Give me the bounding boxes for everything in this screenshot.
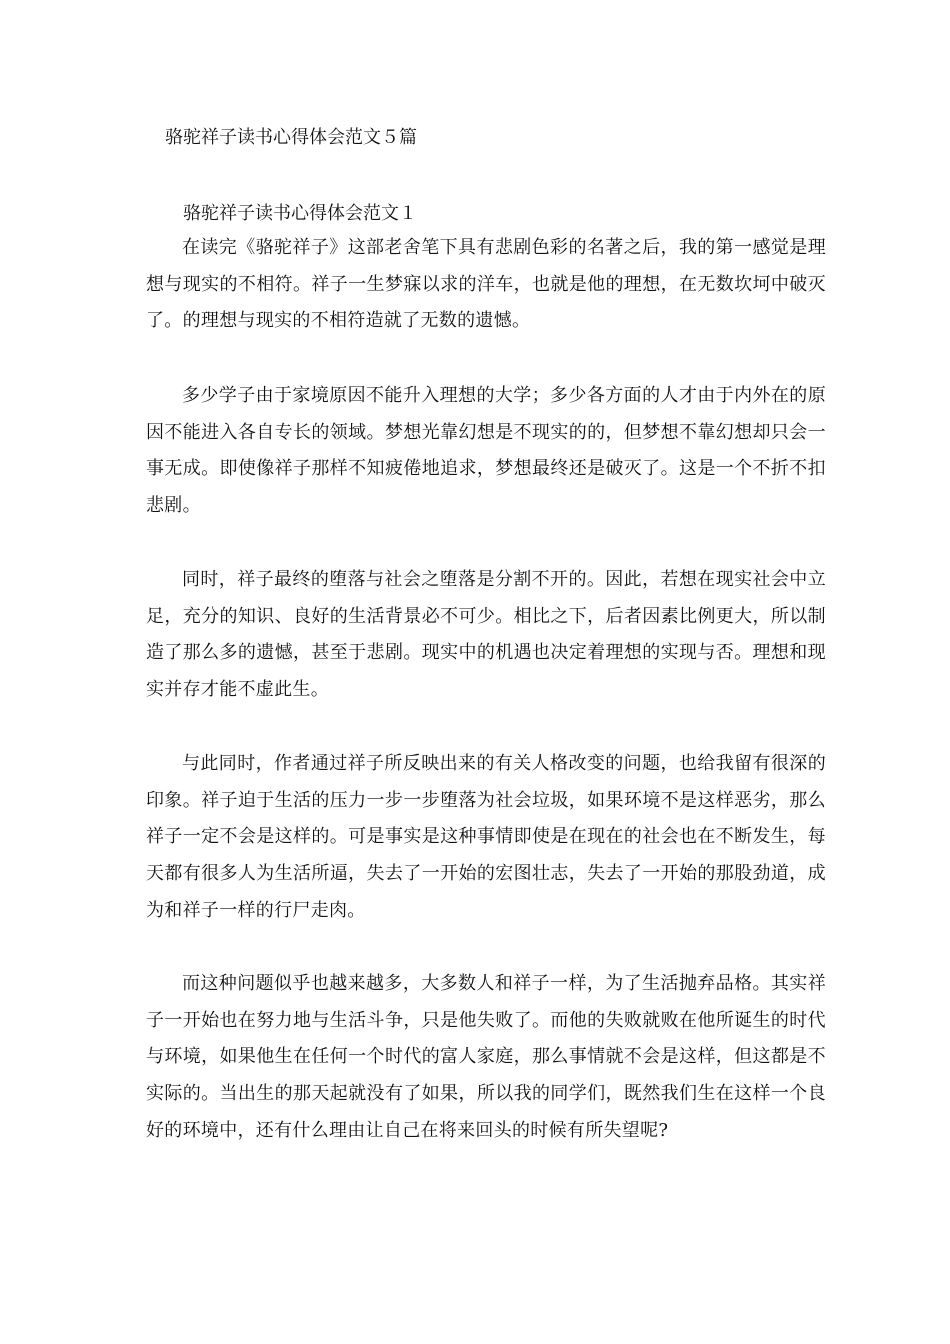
- paragraph-2: 多少学子由于家境原因不能升入理想的大学；多少各方面的人才由于内外在的原因不能进入各自专长的领域。梦想光靠幻想是不现实的的，但梦想不靠幻想却只会一事无成。即使像祥子那样不知疲倦地追求，梦想最终还是破灭了。这是一个不折不扣悲剧。: [146, 385, 826, 517]
- document-title: 骆驼祥子读书心得体会范文５篇: [165, 127, 417, 148]
- paragraph-1: 在读完《骆驼祥子》这部老舍笔下具有悲剧色彩的名著之后，我的第一感觉是理想与现实的不相符。祥子一生梦寐以求的洋车，也就是他的理想，在无数坎坷中破灭了。的理想与现实的不相符造就了无数的遗憾。: [146, 237, 826, 332]
- paragraph-5: 而这种问题似乎也越来越多，大多数人和祥子一样，为了生活抛弃品格。其实祥子一开始也在努力地与生活斗争，只是他失败了。而他的失败就败在他所诞生的时代与环境，如果他生在任何一个时代的富人家庭，那么事情就不会是这样，但这都是不实际的。当出生的那天起就没有了如果，所以我的同学们，既然我们生在这样一个良好的环境中，还有什么理由让自己在将来回头的时候有所失望呢?: [146, 973, 826, 1141]
- paragraph-4: 与此同时，作者通过祥子所反映出来的有关人格改变的问题，也给我留有很深的印象。祥子迫于生活的压力一步一步堕落为社会垃圾，如果环境不是这样恶劣，那么祥子一定不会是这样的。可是事实是这种事情即使是在现在的社会也在不断发生，每天都有很多人为生活所逼，失去了一开始的宏图壮志，失去了一开始的那股劲道，成为和祥子一样的行尸走肉。: [146, 753, 826, 921]
- paragraph-3: 同时，祥子最终的堕落与社会之堕落是分割不开的。因此，若想在现实社会中立足，充分的知识、良好的生活背景必不可少。相比之下，后者因素比例更大，所以制造了那么多的遗憾，甚至于悲剧。现实中的机遇也决定着理想的实现与否。理想和现实并存才能不虚此生。: [146, 569, 826, 701]
- section-title: 骆驼祥子读书心得体会范文１: [183, 203, 417, 224]
